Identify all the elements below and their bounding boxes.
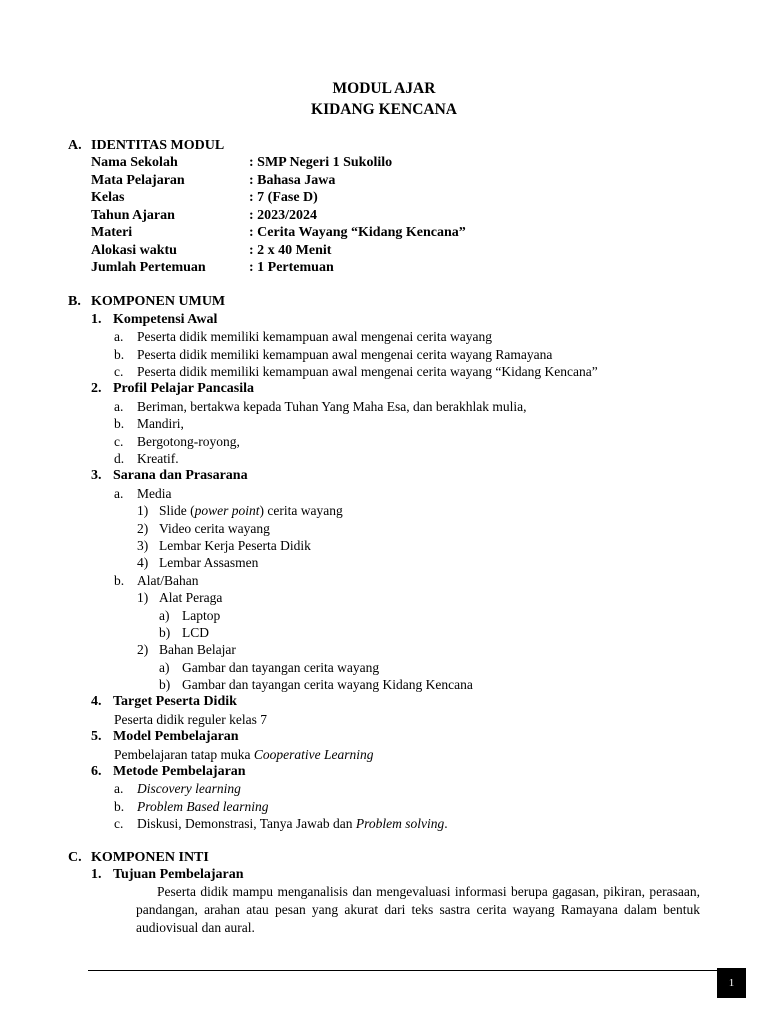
subsection-title: Target Peserta Didik: [113, 694, 237, 709]
list-item: Beriman, bertakwa kepada Tuhan Yang Maha Esa, dan berakhlak mulia,: [137, 399, 527, 414]
subsection-title: Sarana dan Prasarana: [113, 468, 248, 483]
list-item: Peserta didik memiliki kemampuan awal mengenai cerita wayang: [137, 329, 493, 344]
identity-label: Materi: [91, 225, 133, 240]
list-marker: 2): [137, 521, 149, 536]
list-marker: b): [159, 625, 171, 640]
section-a-letter: A.: [68, 138, 82, 153]
list-item: Video cerita wayang: [159, 521, 270, 536]
list-item: Laptop: [182, 608, 221, 623]
identity-label: Kelas: [91, 190, 125, 205]
list-marker: b.: [114, 416, 125, 431]
identity-value: : 1 Pertemuan: [249, 260, 334, 275]
list-marker: 1): [137, 503, 149, 518]
document-subtitle: KIDANG KENCANA: [311, 101, 457, 118]
identity-label: Jumlah Pertemuan: [91, 260, 206, 275]
list-item: Gambar dan tayangan cerita wayang: [182, 660, 380, 675]
list-item: LCD: [182, 625, 209, 640]
subsection-title: Kompetensi Awal: [113, 312, 218, 327]
page-number: 1: [717, 968, 746, 998]
list-item: Kreatif.: [137, 451, 179, 466]
identity-label: Alokasi waktu: [91, 243, 177, 258]
list-marker: b.: [114, 347, 125, 362]
section-c-title: KOMPONEN INTI: [91, 850, 209, 865]
list-item: Diskusi, Demonstrasi, Tanya Jawab dan Problem solving.: [137, 816, 448, 831]
identity-value: : 7 (Fase D): [249, 190, 318, 205]
identity-value: : 2 x 40 Menit: [249, 243, 332, 258]
subsection-title: Profil Pelajar Pancasila: [113, 381, 255, 396]
list-marker: 4): [137, 555, 149, 570]
subsection-title: Tujuan Pembelajaran: [113, 867, 244, 882]
identity-value: : 2023/2024: [249, 208, 318, 223]
list-marker: 1): [137, 590, 149, 605]
list-marker: a.: [114, 329, 124, 344]
list-marker: b.: [114, 799, 125, 814]
identity-value: : Cerita Wayang “Kidang Kencana”: [249, 225, 466, 240]
list-marker: b.: [114, 573, 125, 588]
identity-value: : SMP Negeri 1 Sukolilo: [249, 155, 393, 170]
list-item: Gambar dan tayangan cerita wayang Kidang Kencana: [182, 677, 473, 692]
list-item: Alat/Bahan: [137, 573, 199, 588]
list-item: Bahan Belajar: [159, 642, 236, 657]
list-marker: a.: [114, 486, 124, 501]
section-c-letter: C.: [68, 850, 82, 865]
paragraph: Peserta didik mampu menganalisis dan mengevaluasi informasi berupa gagasan, pikiran, perasaan, pandangan, arahan atau pesan yang akurat dari teks sastra cerita wayang Ramayana dalam bentuk audiovisual dan aural.: [136, 884, 700, 935]
list-marker: a.: [114, 399, 124, 414]
list-item: Media: [137, 486, 172, 501]
subsection-number: 1.: [91, 867, 102, 882]
list-marker: c.: [114, 434, 124, 449]
list-item: Peserta didik memiliki kemampuan awal mengenai cerita wayang “Kidang Kencana”: [137, 364, 598, 379]
subsection-title: Model Pembelajaran: [113, 729, 239, 744]
footer-rule: [88, 970, 718, 971]
identity-label: Mata Pelajaran: [91, 173, 185, 188]
subsection-number: 5.: [91, 729, 102, 744]
list-marker: a): [159, 660, 170, 675]
list-marker: a.: [114, 781, 124, 796]
list-marker: 2): [137, 642, 149, 657]
identity-value: : Bahasa Jawa: [249, 173, 336, 188]
list-item: Discovery learning: [137, 781, 241, 796]
identity-label: Tahun Ajaran: [91, 208, 175, 223]
document-title: MODUL AJAR: [332, 80, 436, 97]
subsection-number: 2.: [91, 381, 102, 396]
list-item: Problem Based learning: [137, 799, 269, 814]
subsection-number: 1.: [91, 312, 102, 327]
list-marker: 3): [137, 538, 149, 553]
subsection-number: 6.: [91, 764, 102, 779]
list-marker: a): [159, 608, 170, 623]
list-item: Alat Peraga: [159, 590, 223, 605]
list-marker: c.: [114, 364, 124, 379]
list-item: Slide (power point) cerita wayang: [159, 503, 343, 518]
paragraph: Pembelajaran tatap muka Cooperative Learning: [114, 747, 374, 762]
list-marker: d.: [114, 451, 125, 466]
identity-label: Nama Sekolah: [91, 155, 178, 170]
list-item: Peserta didik memiliki kemampuan awal mengenai cerita wayang Ramayana: [137, 347, 553, 362]
subsection-title: Metode Pembelajaran: [113, 764, 246, 779]
list-item: Mandiri,: [137, 416, 184, 431]
paragraph: Peserta didik reguler kelas 7: [114, 712, 267, 727]
subsection-number: 4.: [91, 694, 102, 709]
section-b-title: KOMPONEN UMUM: [91, 294, 226, 309]
list-marker: c.: [114, 816, 124, 831]
list-item: Lembar Kerja Peserta Didik: [159, 538, 311, 553]
section-a-title: IDENTITAS MODUL: [91, 138, 225, 153]
section-b-letter: B.: [68, 294, 81, 309]
list-marker: b): [159, 677, 171, 692]
list-item: Lembar Assasmen: [159, 555, 259, 570]
subsection-number: 3.: [91, 468, 102, 483]
list-item: Bergotong-royong,: [137, 434, 240, 449]
